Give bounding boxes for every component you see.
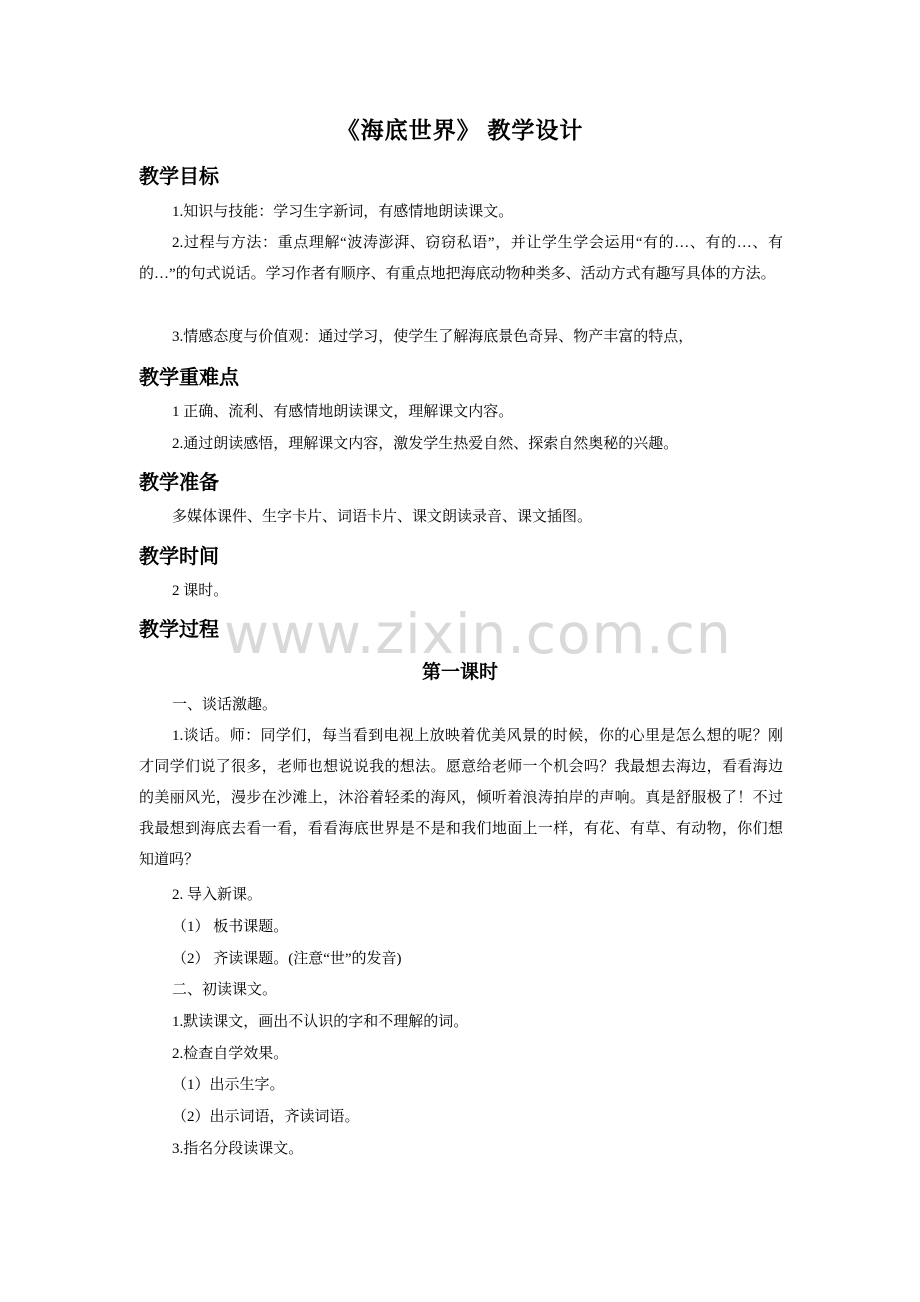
process-step: （1）出示生字。 bbox=[172, 1077, 285, 1093]
preparation-item: 多媒体课件、生字卡片、词语卡片、课文朗读录音、课文插图。 bbox=[172, 509, 593, 525]
process-step: （2） 齐读课题。(注意“世”的发音) bbox=[172, 951, 402, 967]
heading-time: 教学时间 bbox=[139, 544, 219, 568]
process-step: （2）出示词语，齐读词语。 bbox=[172, 1109, 360, 1125]
time-item: 2 课时。 bbox=[172, 583, 229, 599]
process-step: 二、初读课文。 bbox=[172, 982, 278, 998]
heading-key-points: 教学重难点 bbox=[139, 365, 239, 389]
process-step: 2. 导入新课。 bbox=[172, 887, 263, 903]
heading-goals: 教学目标 bbox=[139, 164, 219, 188]
process-step: 2.检查自学效果。 bbox=[172, 1046, 289, 1062]
key-point-item: 2.通过朗读感悟，理解课文内容，激发学生热爱自然、探索自然奥秘的兴趣。 bbox=[172, 436, 679, 452]
goal-item: 1.知识与技能：学习生字新词，有感情地朗读课文。 bbox=[172, 204, 514, 220]
process-step: （1） 板书课题。 bbox=[172, 919, 289, 935]
heading-process: 教学过程 bbox=[139, 617, 219, 641]
process-step: 一、谈话激趣。 bbox=[172, 697, 278, 713]
watermark: www.zixin.com.cn bbox=[224, 602, 732, 666]
heading-preparation: 教学准备 bbox=[139, 470, 219, 494]
process-step: 1.默读课文，画出不认识的字和不理解的词。 bbox=[172, 1014, 469, 1030]
process-step: 1.谈话。师：同学们，每当看到电视上放映着优美风景的时候，你的心里是怎么想的呢？刚才同学们说了很多，老师也想说说我的想法。愿意给老师一个机会吗？我最想去海边，看看海边的美丽风光，漫步在沙滩上，沐浴着轻柔的海风，倾听着浪涛拍岸的声响。真是舒服极了！不过我最想到海底去看一看，看看海底世界是不是和我们地面上一样，有花、有草、有动物，你们想知道吗？ bbox=[139, 728, 783, 868]
goal-item: 3.情感态度与价值观：通过学习，使学生了解海底景色奇异、物产丰富的特点， bbox=[172, 329, 694, 345]
process-step: 3.指名分段读课文。 bbox=[172, 1141, 304, 1157]
lesson-title: 第一课时 bbox=[421, 661, 498, 683]
document-title: 《海底世界》 教学设计 bbox=[336, 118, 584, 143]
key-point-item: 1 正确、流利、有感情地朗读课文，理解课文内容。 bbox=[172, 404, 514, 420]
goal-item: 2.过程与方法：重点理解“波涛澎湃、窃窃私语”，并让学生学会运用“有的…、有的…、有的…”的句式说话。学习作者有顺序、有重点地把海底动物种类多、活动方式有趣写具体的方法。 bbox=[139, 235, 783, 282]
